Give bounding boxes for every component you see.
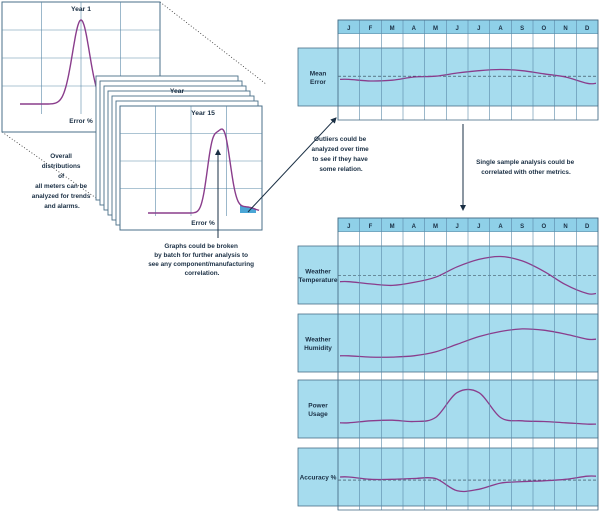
batch-line-1: Graphs could be broken bbox=[164, 243, 238, 250]
outliers-line-2: analyzed over time bbox=[312, 146, 370, 153]
mean-error-panel bbox=[298, 20, 598, 124]
overall-line-3: of bbox=[58, 173, 65, 180]
mean-error-chart bbox=[298, 48, 598, 106]
overall-line-2: distributions bbox=[42, 163, 81, 170]
month-label: A bbox=[412, 26, 417, 32]
month-label: M bbox=[390, 224, 395, 230]
panel-band bbox=[298, 314, 598, 372]
panel-band bbox=[298, 380, 598, 438]
month-label: J bbox=[477, 26, 480, 32]
month-label: F bbox=[369, 26, 373, 32]
single-line-2: correlated with other metrics. bbox=[481, 169, 571, 176]
panel-label: Error bbox=[310, 79, 326, 86]
year1-title: Year 1 bbox=[71, 6, 91, 13]
panel-band bbox=[298, 246, 598, 304]
month-label: S bbox=[520, 224, 524, 230]
metric-chart bbox=[298, 246, 598, 304]
outliers-annotation bbox=[312, 136, 371, 173]
year15-title: Year 15 bbox=[191, 110, 215, 117]
outliers-line-4: some relation. bbox=[319, 166, 363, 173]
month-label: O bbox=[541, 26, 546, 32]
month-label: J bbox=[455, 26, 458, 32]
month-label: J bbox=[347, 224, 350, 230]
month-label: N bbox=[563, 26, 567, 32]
month-label: S bbox=[520, 26, 524, 32]
batch-line-2: by batch for further analysis to bbox=[154, 252, 248, 259]
month-label: A bbox=[498, 224, 503, 230]
month-label: J bbox=[347, 26, 350, 32]
outliers-line-1: Outliers could be bbox=[314, 136, 367, 143]
month-label: M bbox=[433, 26, 438, 32]
month-label: M bbox=[390, 26, 395, 32]
month-label: M bbox=[433, 224, 438, 230]
metric-chart bbox=[298, 448, 598, 506]
panel-label: Usage bbox=[308, 411, 328, 418]
batch-line-3: see any component/manufacturing bbox=[148, 261, 254, 268]
month-label: A bbox=[412, 224, 417, 230]
stack-card-title: Year bbox=[170, 88, 185, 95]
panel-label: Weather bbox=[305, 336, 331, 343]
month-label: D bbox=[585, 224, 590, 230]
year15-xlabel: Error % bbox=[191, 220, 215, 227]
metric-chart bbox=[298, 314, 598, 372]
panel-label: Weather bbox=[305, 268, 331, 275]
metrics-panel bbox=[298, 218, 598, 510]
year1-xlabel: Error % bbox=[69, 118, 93, 125]
month-label: J bbox=[455, 224, 458, 230]
batch-line-4: correlation. bbox=[185, 270, 220, 277]
overall-line-5: analyzed for trends bbox=[32, 193, 91, 200]
single-sample-annotation bbox=[476, 159, 576, 176]
batch-annotation bbox=[148, 243, 256, 277]
outliers-line-3: to see if they have bbox=[312, 156, 368, 163]
overall-line-1: Overall bbox=[50, 153, 72, 160]
panel-label: Power bbox=[308, 402, 328, 409]
month-label: D bbox=[585, 26, 590, 32]
month-label: F bbox=[369, 224, 373, 230]
panel-band bbox=[298, 48, 598, 106]
panel-label: Humidity bbox=[304, 345, 332, 352]
panel-label: Mean bbox=[310, 70, 327, 77]
month-label: A bbox=[498, 26, 503, 32]
month-label: J bbox=[477, 224, 480, 230]
metric-chart bbox=[298, 380, 598, 438]
overall-annotation bbox=[32, 153, 92, 210]
overall-line-4: all meters can be bbox=[35, 183, 87, 190]
single-line-1: Single sample analysis could be bbox=[476, 159, 574, 166]
overall-line-6: and alarms. bbox=[44, 203, 80, 210]
year15-distribution-card bbox=[120, 106, 262, 230]
panel-label: Accuracy % bbox=[300, 475, 337, 482]
month-label: N bbox=[563, 224, 567, 230]
panel-label: Temperature bbox=[299, 277, 338, 284]
month-label: O bbox=[541, 224, 546, 230]
